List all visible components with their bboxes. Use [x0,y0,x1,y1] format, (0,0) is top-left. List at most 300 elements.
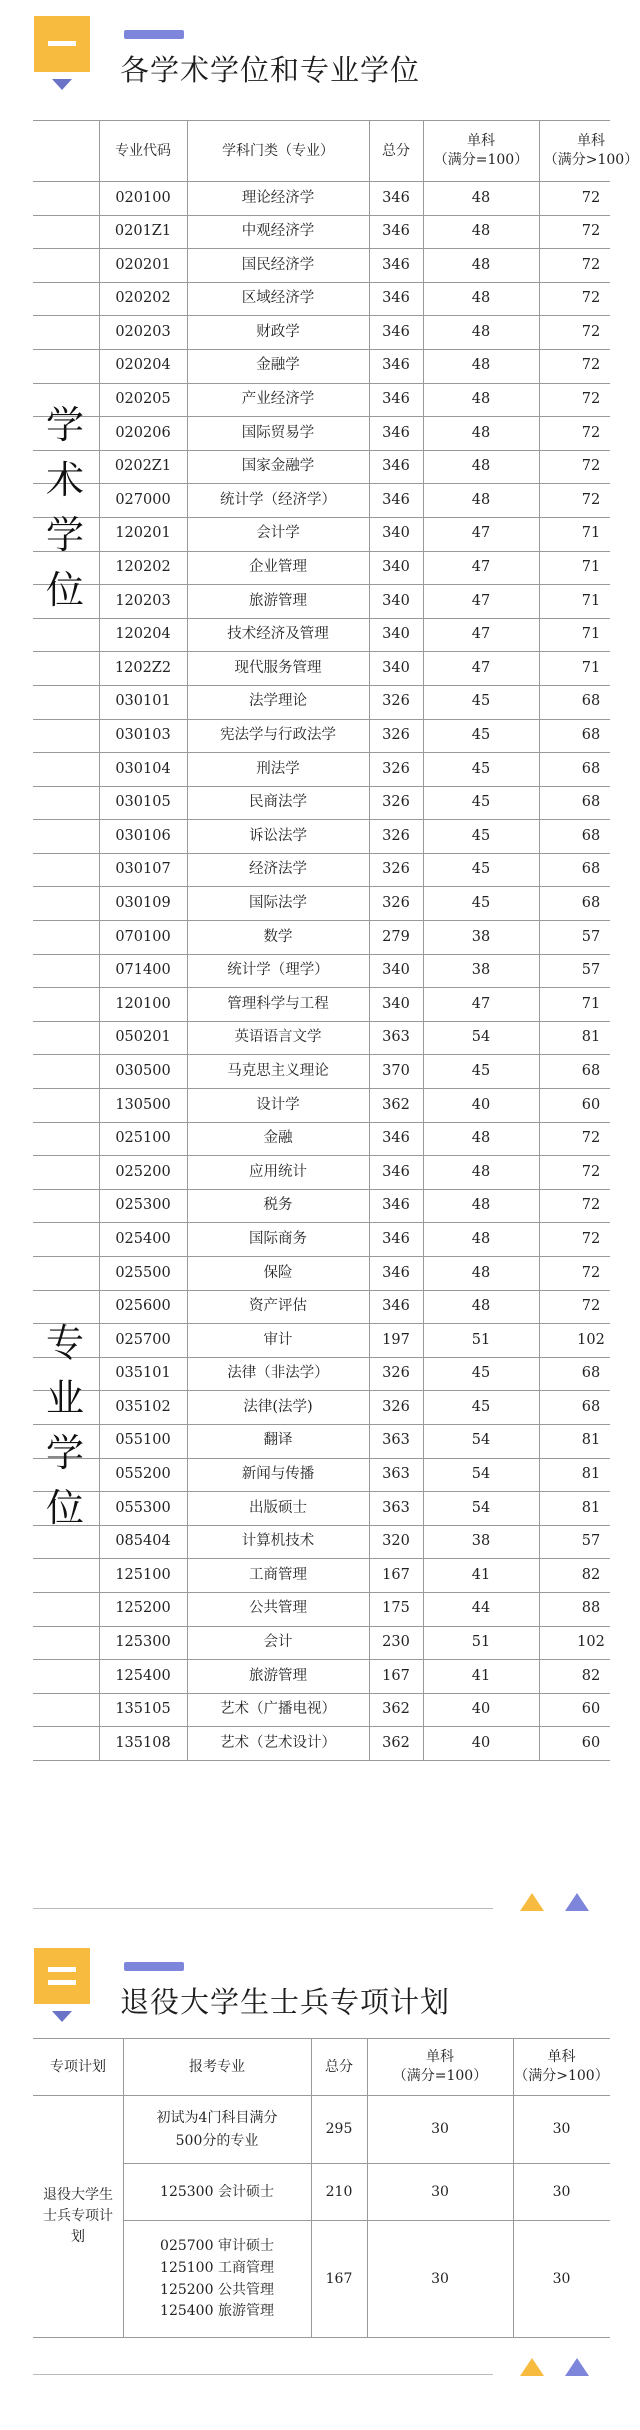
total-cell: 326 [382,693,410,710]
header-code: 专业代码 [115,142,171,159]
single-gt100-cell: 72 [581,491,601,508]
single-gt100-cell: 57 [581,928,601,945]
subject-cell: 区域经济学 [241,290,315,307]
code-cell: 0201Z1 [114,223,172,240]
total-cell: 346 [382,1197,410,1214]
code-cell: 120203 [115,592,171,609]
table-row [33,484,610,518]
total-cell: 197 [382,1331,410,1348]
major-cell: 初试为4门科目满分 500分的专业 [156,2110,278,2149]
total-cell: 363 [382,1499,410,1516]
single-gt100-cell: 71 [581,559,601,576]
total-cell: 167 [382,1667,410,1684]
subject-cell: 诉讼法学 [249,827,307,844]
single100-cell: 48 [471,290,491,307]
single-gt100-cell: 71 [581,592,601,609]
single100-cell: 48 [471,323,491,340]
table-row [33,283,610,317]
single-gt100-cell: 72 [581,1163,601,1180]
table-row [33,820,610,854]
subject-cell: 金融学 [256,357,300,374]
single100-cell: 38 [471,962,491,979]
single-gt100-cell: 72 [581,1264,601,1281]
total-cell: 363 [382,1466,410,1483]
code-cell: 125100 [115,1566,171,1583]
major-cell: 125300 会计硕士 [160,2183,274,2200]
subject-cell: 设计学 [256,1096,300,1113]
section2-title: 退役大学生士兵专项计划 [120,1985,451,2019]
total-cell: 326 [382,760,410,777]
single100-cell: 47 [471,995,491,1012]
academic-degree-label: 学术学位 [45,403,84,613]
single100-cell: 45 [471,727,491,744]
total-cell: 346 [382,458,410,475]
total-cell: 326 [382,894,410,911]
table-row [33,1627,610,1661]
table-row [33,1223,610,1257]
single-gt100-cell: 68 [581,894,601,911]
total-cell: 362 [382,1096,410,1113]
code-cell: 050201 [115,1029,171,1046]
single100-cell: 48 [471,1230,491,1247]
single-gt100-cell: 60 [581,1096,601,1113]
total-cell: 167 [382,1566,410,1583]
header-major: 报考专业 [189,2058,245,2075]
subject-cell: 国际贸易学 [241,424,315,441]
table1-body [33,182,610,1761]
single100-cell: 54 [471,1432,491,1449]
single100-cell: 40 [471,1096,491,1113]
subject-cell: 会计 [263,1634,293,1651]
single100-cell: 41 [471,1667,491,1684]
section-divider [33,1908,493,1909]
code-cell: 071400 [115,962,171,979]
single-gt100-cell: 72 [581,1130,601,1147]
total-cell: 346 [382,424,410,441]
code-cell: 030107 [115,861,171,878]
single100-cell: 48 [471,189,491,206]
subject-cell: 会计学 [256,525,300,542]
total-cell: 279 [382,928,410,945]
single100-cell: 48 [471,458,491,475]
code-cell: 0202Z1 [114,458,172,475]
badge-pointer-icon [52,2011,72,2022]
subject-cell: 民商法学 [249,794,307,811]
subject-cell: 公共管理 [249,1600,307,1617]
total-cell: 346 [382,491,410,508]
single100-cell: 47 [471,525,491,542]
subject-cell: 法律（非法学） [227,1365,329,1382]
single-gt100-cell: 71 [581,626,601,643]
single-gt100-cell: 72 [581,1230,601,1247]
single-gt100-cell: 81 [581,1029,601,1046]
blue-triangle-icon [565,1893,589,1911]
total-cell: 346 [382,256,410,273]
header-single-gt100: 单科 （满分>100） [543,133,639,168]
table-row [33,652,610,686]
single100-cell: 45 [471,861,491,878]
code-cell: 055300 [115,1499,171,1516]
table-row [33,1694,610,1728]
single100-cell: 45 [471,1365,491,1382]
single-gt100-cell: 30 [552,2183,571,2200]
blue-triangle-icon [565,2358,589,2376]
subject-cell: 中观经济学 [241,223,315,240]
code-cell: 020100 [115,189,171,206]
single-gt100-cell: 72 [581,189,601,206]
code-cell: 120204 [115,626,171,643]
table-row [33,753,610,787]
single100-cell: 48 [471,256,491,273]
subject-cell: 数学 [263,928,293,945]
code-cell: 025100 [115,1130,171,1147]
table-row [33,1123,610,1157]
section-divider [33,2374,493,2375]
total-cell: 340 [382,626,410,643]
code-cell: 135105 [115,1701,171,1718]
code-cell: 025600 [115,1298,171,1315]
single100-cell: 45 [471,1062,491,1079]
single100-cell: 45 [471,794,491,811]
header-subject: 学科门类（专业） [222,142,334,159]
column-divider [539,120,540,1761]
subject-cell: 宪法学与行政法学 [220,727,336,744]
single-gt100-cell: 68 [581,861,601,878]
subject-cell: 国家金融学 [241,458,315,475]
single-gt100-cell: 71 [581,525,601,542]
column-divider [369,120,370,1761]
single-gt100-cell: 68 [581,1062,601,1079]
total-cell: 346 [382,189,410,206]
single-gt100-cell: 71 [581,995,601,1012]
code-cell: 030500 [115,1062,171,1079]
table-row [33,1459,610,1493]
subject-cell: 艺术（广播电视） [220,1701,336,1718]
subject-cell: 艺术（艺术设计） [220,1734,336,1751]
total-cell: 363 [382,1029,410,1046]
code-cell: 035102 [115,1398,171,1415]
single100-cell: 48 [471,1298,491,1315]
table1-header [33,120,639,182]
plan-name: 退役大学生士兵专项计划 [43,2187,113,2245]
single-gt100-cell: 88 [581,1600,601,1617]
single-gt100-cell: 68 [581,794,601,811]
code-cell: 055100 [115,1432,171,1449]
total-cell: 362 [382,1701,410,1718]
section1-title: 各学术学位和专业学位 [120,53,421,87]
total-cell: 326 [382,861,410,878]
code-cell: 085404 [115,1533,171,1550]
table-row [33,350,610,384]
column-divider [123,2038,124,2338]
code-cell: 030105 [115,794,171,811]
table-row [33,720,610,754]
total-cell: 346 [382,223,410,240]
total-cell: 346 [382,323,410,340]
code-cell: 025700 [115,1331,171,1348]
code-cell: 125300 [115,1634,171,1651]
single100-cell: 30 [431,2271,449,2288]
table-row [33,384,610,418]
single100-cell: 45 [471,1398,491,1415]
table-row [33,249,610,283]
total-cell: 320 [382,1533,410,1550]
total-cell: 346 [382,1163,410,1180]
single100-cell: 48 [471,491,491,508]
single-gt100-cell: 81 [581,1499,601,1516]
single100-cell: 54 [471,1029,491,1046]
total-cell: 326 [382,1398,410,1415]
table2-body [33,2096,610,2338]
column-divider [187,120,188,1761]
header-single-gt100: 单科 （满分>100） [514,2049,609,2084]
code-cell: 125400 [115,1667,171,1684]
code-cell: 120100 [115,995,171,1012]
code-cell: 025400 [115,1230,171,1247]
single100-cell: 47 [471,659,491,676]
single100-cell: 48 [471,391,491,408]
single-gt100-cell: 57 [581,1533,601,1550]
single100-cell: 45 [471,894,491,911]
single100-cell: 41 [471,1566,491,1583]
single-gt100-cell: 72 [581,256,601,273]
subject-cell: 统计学（理学） [227,962,329,979]
single100-cell: 30 [431,2183,449,2200]
table-row [33,1425,610,1459]
single100-cell: 30 [431,2121,449,2138]
table-row [33,1291,610,1325]
total-cell: 346 [382,391,410,408]
single100-cell: 47 [471,626,491,643]
subject-cell: 应用统计 [249,1163,307,1180]
table-row [33,887,610,921]
single100-cell: 48 [471,1264,491,1281]
column-divider [423,120,424,1761]
total-cell: 340 [382,592,410,609]
single-gt100-cell: 72 [581,357,601,374]
subject-cell: 马克思主义理论 [227,1062,329,1079]
code-cell: 025300 [115,1197,171,1214]
single-gt100-cell: 60 [581,1701,601,1718]
single100-cell: 47 [471,559,491,576]
header-single100: 单科 （满分=100） [433,133,529,168]
total-cell: 346 [382,1264,410,1281]
single100-cell: 40 [471,1701,491,1718]
subject-cell: 经济法学 [249,861,307,878]
single-gt100-cell: 82 [581,1667,601,1684]
single100-cell: 54 [471,1499,491,1516]
total-cell: 363 [382,1432,410,1449]
code-cell: 070100 [115,928,171,945]
table-row [33,417,610,451]
accent-bar [124,1962,184,1971]
table-row [33,955,610,989]
table-row [33,1358,610,1392]
single100-cell: 45 [471,760,491,777]
section-number-mark [48,1980,76,1985]
subject-cell: 出版硕士 [249,1499,307,1516]
total-cell: 346 [382,290,410,307]
total-cell: 326 [382,827,410,844]
total-cell: 326 [382,794,410,811]
total-cell: 326 [382,1365,410,1382]
subject-cell: 刑法学 [256,760,300,777]
table-row [33,1190,610,1224]
header-total: 总分 [325,2058,353,2075]
code-cell: 025500 [115,1264,171,1281]
subject-cell: 统计学（经济学） [220,491,336,508]
single100-cell: 47 [471,592,491,609]
subject-cell: 资产评估 [249,1298,307,1315]
table-row [33,216,610,250]
table-row [33,854,610,888]
single-gt100-cell: 68 [581,1398,601,1415]
score-table-2 [33,2038,610,2338]
subject-cell: 旅游管理 [249,1667,307,1684]
single-gt100-cell: 102 [577,1634,605,1651]
subject-cell: 保险 [263,1264,293,1281]
subject-cell: 技术经济及管理 [227,626,329,643]
table-row [33,451,610,485]
total-cell: 295 [325,2121,353,2138]
code-cell: 135108 [115,1734,171,1751]
total-cell: 175 [382,1600,410,1617]
section1-badge [34,16,90,72]
subject-cell: 产业经济学 [241,391,315,408]
table-row [33,1593,610,1627]
score-table-1 [33,120,639,1761]
code-cell: 020203 [115,323,171,340]
code-cell: 030106 [115,827,171,844]
column-divider [99,120,100,1761]
single-gt100-cell: 68 [581,693,601,710]
total-cell: 340 [382,559,410,576]
table-row [33,1055,610,1089]
single-gt100-cell: 68 [581,1365,601,1382]
single100-cell: 38 [471,1533,491,1550]
single100-cell: 40 [471,1734,491,1751]
code-cell: 055200 [115,1466,171,1483]
section2-badge [34,1948,90,2004]
single100-cell: 48 [471,357,491,374]
single100-cell: 48 [471,1163,491,1180]
single100-cell: 51 [471,1331,491,1348]
table-row [33,1324,610,1358]
table-row [33,585,610,619]
yellow-triangle-icon [520,1893,544,1911]
single-gt100-cell: 72 [581,458,601,475]
single100-cell: 54 [471,1466,491,1483]
code-cell: 020205 [115,391,171,408]
table-row [33,1727,610,1761]
single-gt100-cell: 72 [581,1298,601,1315]
total-cell: 346 [382,357,410,374]
single-gt100-cell: 71 [581,659,601,676]
table-row [33,686,610,720]
code-cell: 030101 [115,693,171,710]
subject-cell: 翻译 [263,1432,293,1449]
subject-cell: 工商管理 [249,1566,307,1583]
single-gt100-cell: 60 [581,1734,601,1751]
table-row [33,1391,610,1425]
code-cell: 027000 [115,491,171,508]
single100-cell: 45 [471,827,491,844]
total-cell: 326 [382,727,410,744]
subject-cell: 国际法学 [249,894,307,911]
subject-cell: 金融 [263,1130,293,1147]
major-cell: 025700 审计硕士 125100 工商管理 125200 公共管理 125400 旅游管理 [160,2238,274,2320]
subject-cell: 法学理论 [249,693,307,710]
single-gt100-cell: 57 [581,962,601,979]
section1-header [0,16,640,96]
section-number-mark [48,1967,76,1972]
subject-cell: 财政学 [256,323,300,340]
total-cell: 370 [382,1062,410,1079]
code-cell: 035101 [115,1365,171,1382]
single-gt100-cell: 30 [552,2271,571,2288]
total-cell: 346 [382,1298,410,1315]
code-cell: 020202 [115,290,171,307]
code-cell: 120202 [115,559,171,576]
table-row [33,1089,610,1123]
single-gt100-cell: 68 [581,727,601,744]
total-cell: 340 [382,525,410,542]
header-plan: 专项计划 [50,2058,106,2075]
table-row [33,1156,610,1190]
table-row [33,518,610,552]
single100-cell: 48 [471,424,491,441]
code-cell: 030109 [115,894,171,911]
table-row [33,921,610,955]
total-cell: 230 [382,1634,410,1651]
column-divider [311,2038,312,2338]
single-gt100-cell: 72 [581,424,601,441]
column-divider [367,2038,368,2338]
code-cell: 030103 [115,727,171,744]
single100-cell: 44 [471,1600,491,1617]
code-cell: 020204 [115,357,171,374]
subject-cell: 现代服务管理 [234,659,322,676]
header-total: 总分 [382,142,410,159]
single-gt100-cell: 72 [581,323,601,340]
subject-cell: 国际商务 [249,1230,307,1247]
total-cell: 210 [325,2183,353,2200]
single-gt100-cell: 68 [581,760,601,777]
single-gt100-cell: 81 [581,1432,601,1449]
total-cell: 340 [382,995,410,1012]
table-row [33,1492,610,1526]
subject-cell: 新闻与传播 [241,1466,315,1483]
code-cell: 030104 [115,760,171,777]
table-row [33,619,610,653]
single100-cell: 51 [471,1634,491,1651]
code-cell: 020206 [115,424,171,441]
single100-cell: 45 [471,693,491,710]
single-gt100-cell: 72 [581,290,601,307]
single-gt100-cell: 72 [581,223,601,240]
table2-header [33,2038,610,2096]
code-cell: 020201 [115,256,171,273]
total-cell: 346 [382,1230,410,1247]
subject-cell: 英语语言文学 [234,1029,322,1046]
table-row [33,182,610,216]
column-divider [513,2038,514,2338]
table-row [33,787,610,821]
total-cell: 362 [382,1734,410,1751]
single-gt100-cell: 72 [581,391,601,408]
table-row [33,1257,610,1291]
table-row [33,1660,610,1694]
